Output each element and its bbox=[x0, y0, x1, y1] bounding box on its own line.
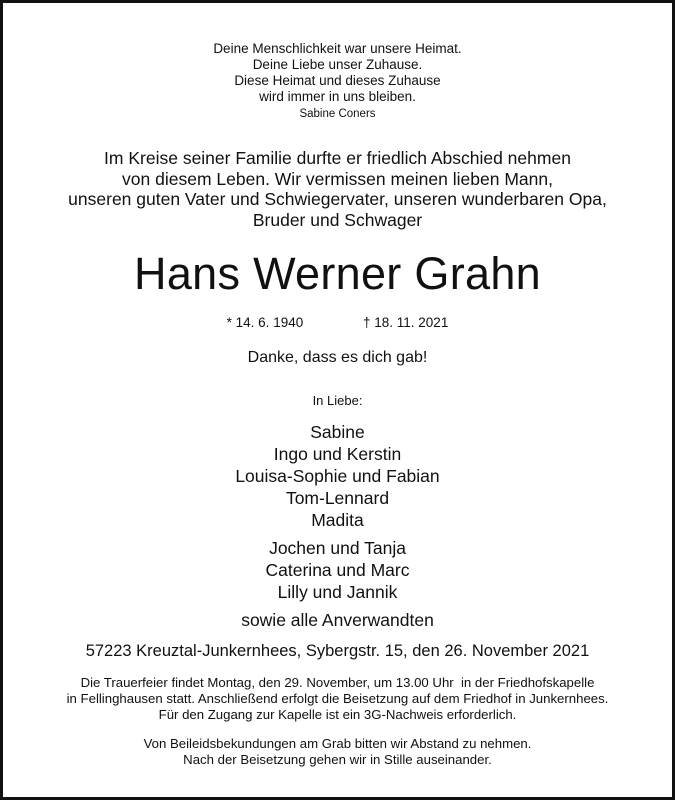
mourner-name: Caterina und Marc bbox=[265, 560, 410, 580]
mourner-name: Madita bbox=[311, 510, 364, 530]
closing-note bbox=[3, 736, 672, 768]
intro-line: unseren guten Vater und Schwiegervater, unseren wunderbaren Opa, bbox=[68, 189, 607, 209]
mourner-name: Ingo und Kerstin bbox=[273, 444, 402, 464]
mourner-name: Tom-Lennard bbox=[285, 488, 390, 508]
funeral-line: in Fellinghausen statt. Anschließend erfolgt die Beisetzung auf dem Friedhof in Junkernhees. bbox=[66, 690, 609, 706]
poem-author: Sabine Coners bbox=[299, 108, 376, 120]
mourner-name: Lilly und Jannik bbox=[277, 582, 398, 602]
relatives-line: sowie alle Anverwandten bbox=[241, 610, 434, 630]
place-date: 57223 Kreuztal-Junkernhees, Sybergstr. 15, den 26. November 2021 bbox=[85, 642, 590, 660]
funeral-line: Die Trauerfeier findet Montag, den 29. November, um 13.00 Uhr in der Friedhofskapelle bbox=[80, 675, 595, 690]
in-love-label: In Liebe: bbox=[312, 393, 363, 408]
death-date: † 18. 11. 2021 bbox=[363, 315, 449, 330]
mourner-name: Jochen und Tanja bbox=[269, 538, 406, 558]
poem bbox=[3, 41, 672, 122]
mourners-list bbox=[3, 421, 672, 631]
mourner-name: Louisa-Sophie und Fabian bbox=[235, 466, 440, 486]
funeral-info bbox=[3, 675, 672, 722]
closing-line: Von Beileidsbekundungen am Grab bitten wir Abstand zu nehmen. bbox=[143, 736, 532, 751]
funeral-line: Für den Zugang zur Kapelle ist ein 3G-Nachweis erforderlich. bbox=[158, 706, 517, 722]
intro-text bbox=[3, 148, 672, 230]
birth-date: * 14. 6. 1940 bbox=[226, 315, 304, 330]
closing-line: Nach der Beisetzung gehen wir in Stille auseinander. bbox=[183, 751, 492, 767]
life-dates bbox=[3, 314, 672, 332]
intro-line: Bruder und Schwager bbox=[252, 209, 423, 230]
intro-line: von diesem Leben. Wir vermissen meinen lieben Mann, bbox=[122, 168, 553, 189]
poem-line: Deine Menschlichkeit war unsere Heimat. bbox=[213, 41, 462, 56]
mourner-name: Sabine bbox=[310, 422, 365, 442]
poem-line: wird immer in uns bleiben. bbox=[259, 89, 416, 104]
thanks-line: Danke, dass es dich gab! bbox=[247, 349, 428, 366]
intro-line: Im Kreise seiner Familie durfte er friedlich Abschied nehmen bbox=[104, 148, 571, 168]
deceased-name: Hans Werner Grahn bbox=[134, 248, 541, 299]
poem-line: Deine Liebe unser Zuhause. bbox=[252, 57, 423, 72]
poem-line: Diese Heimat und dieses Zuhause bbox=[234, 73, 441, 88]
